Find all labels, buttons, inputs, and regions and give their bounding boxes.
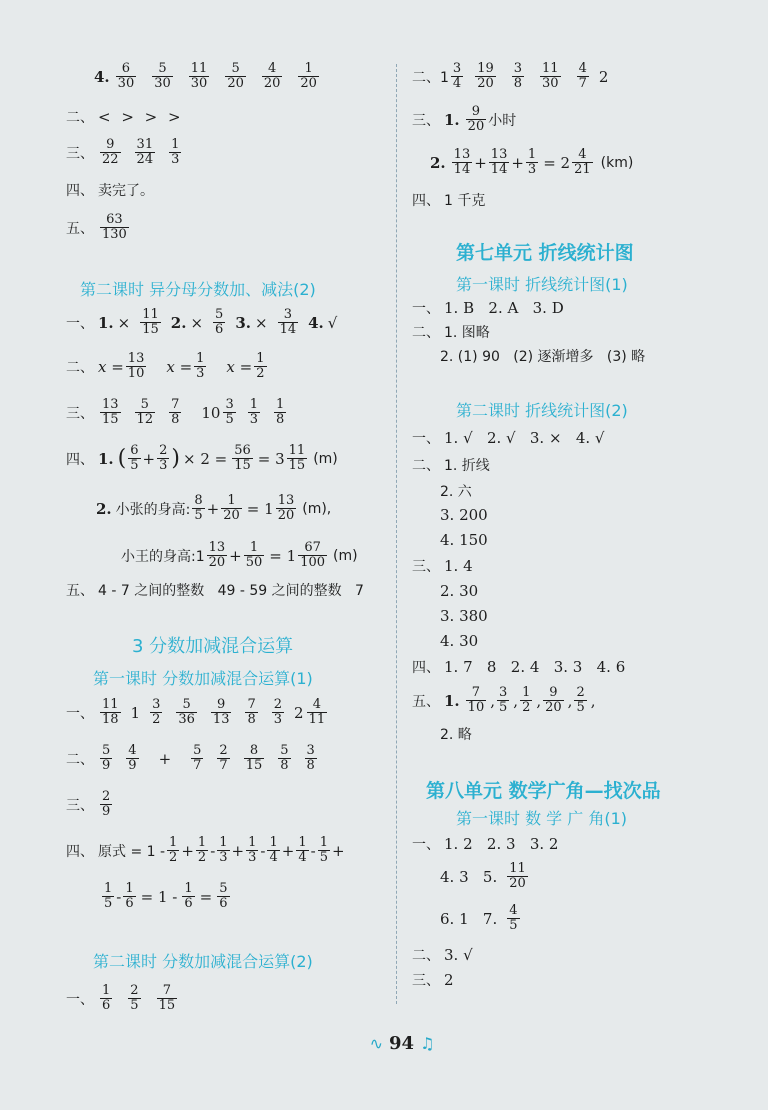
fraction: $\frac{19}{20}$ xyxy=(477,61,494,91)
answer-line: 6. 1 7. $\frac{4}{5}$ xyxy=(440,903,518,933)
fraction: $\frac{9}{13}$ xyxy=(212,697,230,727)
fraction: $\frac{5}{36}$ xyxy=(178,697,195,727)
fraction: $\frac{1}{8}$ xyxy=(276,397,285,427)
answer-line: 一、 1. √ 2. √ 3. × 4. √ xyxy=(412,429,605,447)
fraction: $\frac{56}{15}$ xyxy=(234,443,251,473)
fraction-list xyxy=(98,984,179,1013)
fraction-list xyxy=(98,744,141,773)
fraction: $\frac{5}{7}$ xyxy=(193,743,202,773)
fraction: $\frac{1}{6}$ xyxy=(102,983,111,1013)
answer-line: 一、 1. B 2. A 3. D xyxy=(412,299,564,317)
answer-line: 四、 1. ( $\frac{6}{5}$ + $\frac{2}{3}$ ) × 2 = $\frac{56}{15}$ = 3 $\frac{11}{15}$ (m) xyxy=(66,443,338,473)
answer-line: 二、1 $\frac{3}{4}$ $\frac{19}{20}$ $\frac{3}{8}$ $\frac{11}{30}$ $\frac{4}{7}$ 2 xyxy=(412,61,609,91)
fraction: $\frac{3}{5}$ xyxy=(499,685,508,715)
fraction: $\frac{13}{14}$ xyxy=(453,147,471,177)
fraction: $\frac{1}{20}$ xyxy=(223,493,240,523)
fraction: $\frac{1}{4}$ xyxy=(269,835,278,865)
answer-line: 五、 $\frac{63}{130}$ xyxy=(66,213,131,242)
answer-line: 一、 $\frac{1}{6}$ $\frac{2}{5}$ $\frac{7}{15}$ xyxy=(66,984,179,1013)
unit-heading: 第七单元 折线统计图 xyxy=(456,242,634,264)
fraction: $\frac{9}{20}$ xyxy=(545,685,562,715)
answer-line: 一、 1. × $\frac{11}{15}$ 2. × $\frac{5}{6}$ 3. × $\frac{3}{14}$ 4. √ xyxy=(66,307,338,337)
fraction-list xyxy=(98,398,183,427)
fraction: $\frac{1}{5}$ xyxy=(104,881,113,911)
fraction: $\frac{1}{2}$ xyxy=(197,835,207,865)
fraction: $\frac{63}{130}$ xyxy=(102,212,127,242)
fraction: $\frac{31}{24}$ xyxy=(136,137,154,167)
fraction: $\frac{5}{6}$ xyxy=(215,307,224,337)
answer-line: 4. $\frac{6}{30}$ $\frac{5}{30}$ $\frac{11}{30}$ $\frac{5}{20}$ $\frac{4}{20}$ $\frac{1}{20}$ xyxy=(94,62,321,91)
fraction: $\frac{5}{8}$ xyxy=(280,743,289,773)
fraction: $\frac{3}{5}$ xyxy=(225,397,234,427)
fraction: $\frac{3}{4}$ xyxy=(452,61,462,91)
lesson-heading: 第一课时 数 学 广 角(1) xyxy=(456,809,628,828)
fraction: $\frac{5}{6}$ xyxy=(219,881,228,911)
lesson-heading: 第一课时 折线统计图(1) xyxy=(456,275,628,294)
swirl-right-icon: ♫ xyxy=(420,1033,435,1053)
fraction: $\frac{7}{8}$ xyxy=(247,697,256,727)
fraction: $\frac{2}{7}$ xyxy=(219,743,228,773)
fraction: $\frac{4}{11}$ xyxy=(308,697,326,727)
fraction: $\frac{2}{9}$ xyxy=(102,789,111,819)
answer-line: 二、 $\frac{5}{9}$ $\frac{4}{9}$ + $\frac{5}{7}$ $\frac{2}{7}$ $\frac{8}{15}$ $\frac{5}{8}$ $\frac{3}{8}$ xyxy=(66,744,319,773)
fraction: $\frac{1}{50}$ xyxy=(245,540,263,570)
fraction: $\frac{11}{15}$ xyxy=(288,443,306,473)
fraction-list: $\frac{7}{10}$ , $\frac{3}{5}$ , $\frac{1}{2}$ , $\frac{9}{20}$ , $\frac{2}{5}$ , xyxy=(467,685,596,715)
answer-line: 3. 380 xyxy=(440,607,488,625)
answer-line: 小王的身高:1 $\frac{13}{20}$ + $\frac{1}{50}$ = 1 $\frac{67}{100}$ (m) xyxy=(121,540,358,570)
fraction: $\frac{1}{6}$ xyxy=(184,881,193,911)
fraction: $\frac{1}{3}$ xyxy=(171,137,180,167)
fraction: $\frac{1}{5}$ xyxy=(319,835,328,865)
fraction: $\frac{5}{30}$ xyxy=(154,61,171,91)
fraction: $\frac{5}{12}$ xyxy=(136,397,154,427)
section-heading: 3 分数加减混合运算 xyxy=(132,636,294,657)
fraction: $\frac{11}{20}$ xyxy=(509,861,526,891)
swirl-left-icon: ∿ xyxy=(369,1033,383,1053)
fraction: $\frac{4}{20}$ xyxy=(263,61,281,91)
fraction: $\frac{13}{20}$ xyxy=(208,540,226,570)
mixed-number: 2 $\frac{4}{11}$ xyxy=(294,697,326,727)
fraction-list xyxy=(98,213,131,242)
fraction: $\frac{1}{3}$ xyxy=(196,351,205,381)
fraction-list xyxy=(473,62,591,91)
fraction: $\frac{1}{2}$ xyxy=(522,685,531,715)
fraction: $\frac{67}{100}$ xyxy=(300,540,326,570)
answer-line: 4. 30 xyxy=(440,632,479,650)
fraction: $\frac{7}{8}$ xyxy=(171,397,180,427)
answer-line: 三、 1. 4 xyxy=(412,557,473,575)
answer-line: 一、 $\frac{11}{18}$ 1 $\frac{3}{2}$ $\frac{5}{36}$ $\frac{9}{13}$ $\frac{7}{8}$ $\frac{2}{3}$ 2 $\frac{4}{11}$ xyxy=(66,698,329,727)
fraction: $\frac{13}{10}$ xyxy=(127,351,145,381)
answer-line: 四、 卖完了。 xyxy=(66,183,154,199)
fraction-list xyxy=(114,62,321,91)
fraction: $\frac{1}{3}$ xyxy=(249,397,259,427)
mixed-number: 10 $\frac{3}{5}$ xyxy=(201,397,234,427)
fraction: $\frac{9}{20}$ xyxy=(467,104,485,134)
answer-line: 五、 4 - 7 之间的整数 49 - 59 之间的整数 7 xyxy=(66,583,364,599)
fraction: $\frac{3}{14}$ xyxy=(279,307,297,337)
answer-line: 一、 1. 2 2. 3 3. 2 xyxy=(412,835,559,853)
answer-line: 2. 30 xyxy=(440,582,479,600)
fraction: $\frac{13}{14}$ xyxy=(490,147,508,177)
fraction: $\frac{1}{2}$ xyxy=(256,351,265,381)
answer-line: 2. $\frac{13}{14}$ + $\frac{13}{14}$ + $\frac{1}{3}$ = 2 $\frac{4}{21}$ (km) xyxy=(430,147,634,177)
fraction: $\frac{4}{7}$ xyxy=(578,61,587,91)
answer-line: 三、 $\frac{9}{22}$ $\frac{31}{24}$ $\frac{1}{3}$ xyxy=(66,138,183,167)
fraction: $\frac{2}{3}$ xyxy=(159,443,168,473)
fraction: $\frac{1}{3}$ xyxy=(248,835,257,865)
fraction: $\frac{1}{3}$ xyxy=(527,147,537,177)
answer-line: 二、 x = $\frac{13}{10}$ x = $\frac{1}{3}$ x = $\frac{1}{2}$ xyxy=(66,351,265,381)
fraction-list xyxy=(148,698,286,727)
answer-line: 二、 1. 图略 xyxy=(412,325,490,341)
answer-line: 四、 1 千克 xyxy=(412,193,486,209)
fraction: $\frac{1}{20}$ xyxy=(300,61,317,91)
answer-line: 三、 1. $\frac{9}{20}$ 小时 xyxy=(412,104,517,134)
answer-line: 2. 六 xyxy=(440,484,472,500)
answer-line: 4. 150 xyxy=(440,531,488,549)
fraction-list xyxy=(98,138,183,167)
answer-line: 2. (1) 90 (2) 逐渐增多 (3) 略 xyxy=(440,349,646,365)
fraction: $\frac{13}{20}$ xyxy=(277,493,295,523)
answer-line: $\frac{1}{5}$ - $\frac{1}{6}$ = 1 - $\frac{1}{6}$ = $\frac{5}{6}$ xyxy=(104,881,228,911)
answer-line: 三、 $\frac{2}{9}$ xyxy=(66,790,114,819)
fraction: $\frac{13}{15}$ xyxy=(102,397,119,427)
answer-line: 3. 200 xyxy=(440,506,488,524)
fraction: $\frac{2}{5}$ xyxy=(576,685,585,715)
fraction: $\frac{7}{10}$ xyxy=(467,685,485,715)
fraction: $\frac{9}{22}$ xyxy=(102,137,119,167)
lesson-heading: 第二课时 分数加减混合运算(2) xyxy=(93,952,313,971)
fraction: $\frac{11}{30}$ xyxy=(542,61,559,91)
fraction: $\frac{1}{3}$ xyxy=(219,835,228,865)
fraction: $\frac{5}{9}$ xyxy=(102,743,111,773)
answer-line: 二、 3. √ xyxy=(412,946,473,964)
fraction: $\frac{3}{8}$ xyxy=(513,61,523,91)
fraction: $\frac{5}{20}$ xyxy=(227,61,244,91)
fraction: $\frac{3}{8}$ xyxy=(306,743,315,773)
fraction-list xyxy=(189,744,319,773)
answer-line: 四、 原式 = 1 - $\frac{1}{2}$ + $\frac{1}{2}$ - $\frac{1}{3}$ + $\frac{1}{3}$ - $\frac{1}{4}$ + $\frac{1}{4}$ - $\frac{1}{5}$ + xyxy=(66,835,345,865)
fraction: $\frac{4}{9}$ xyxy=(128,743,137,773)
fraction: $\frac{8}{5}$ xyxy=(194,493,203,523)
answer-line: 二、 < > > > xyxy=(66,108,181,126)
fraction-list xyxy=(98,790,114,819)
answer-line: 4. 3 5. $\frac{11}{20}$ xyxy=(440,861,526,891)
answer-line: 四、 1. 7 8 2. 4 3. 3 4. 6 xyxy=(412,658,626,676)
unit-heading: 第八单元 数学广角—找次品 xyxy=(426,780,661,802)
answer-line: 2. 略 xyxy=(440,727,472,743)
fraction: $\frac{3}{2}$ xyxy=(152,697,161,727)
answer-line: 2. 小张的身高: $\frac{8}{5}$ + $\frac{1}{20}$ = 1 $\frac{13}{20}$ (m), xyxy=(96,493,332,523)
fraction-list xyxy=(246,398,289,427)
fraction: $\frac{2}{3}$ xyxy=(273,697,283,727)
column-divider xyxy=(396,64,397,1004)
fraction: $\frac{1}{2}$ xyxy=(169,835,178,865)
lesson-heading: 第二课时 异分母分数加、减法(2) xyxy=(80,280,316,299)
fraction: $\frac{2}{5}$ xyxy=(130,983,139,1013)
answer-line: 三、 2 xyxy=(412,971,454,989)
fraction: $\frac{6}{5}$ xyxy=(130,443,139,473)
fraction: $\frac{7}{15}$ xyxy=(158,983,176,1013)
answer-line: 二、 1. 折线 xyxy=(412,458,490,474)
answer-line: 五、 1. $\frac{7}{10}$ , $\frac{3}{5}$ , $\frac{1}{2}$ , $\frac{9}{20}$ , $\frac{2}{5}$ , xyxy=(412,685,596,715)
fraction: $\frac{1}{4}$ xyxy=(298,835,307,865)
fraction: $\frac{4}{5}$ xyxy=(509,903,518,933)
page-number: ∿ 94 ♫ xyxy=(369,1032,435,1054)
fraction: $\frac{1}{6}$ xyxy=(125,881,134,911)
fraction: $\frac{11}{15}$ xyxy=(142,307,159,337)
fraction: $\frac{8}{15}$ xyxy=(245,743,263,773)
fraction: $\frac{11}{18}$ xyxy=(102,697,119,727)
lesson-heading: 第二课时 折线统计图(2) xyxy=(456,401,628,420)
fraction: $\frac{4}{21}$ xyxy=(574,147,591,177)
lesson-heading: 第一课时 分数加减混合运算(1) xyxy=(93,669,313,688)
fraction: $\frac{6}{30}$ xyxy=(117,61,135,91)
answer-line: 三、 $\frac{13}{15}$ $\frac{5}{12}$ $\frac{7}{8}$ 10 $\frac{3}{5}$ $\frac{1}{3}$ $\frac{1}{8}$ xyxy=(66,398,288,427)
fraction: $\frac{11}{30}$ xyxy=(190,61,208,91)
